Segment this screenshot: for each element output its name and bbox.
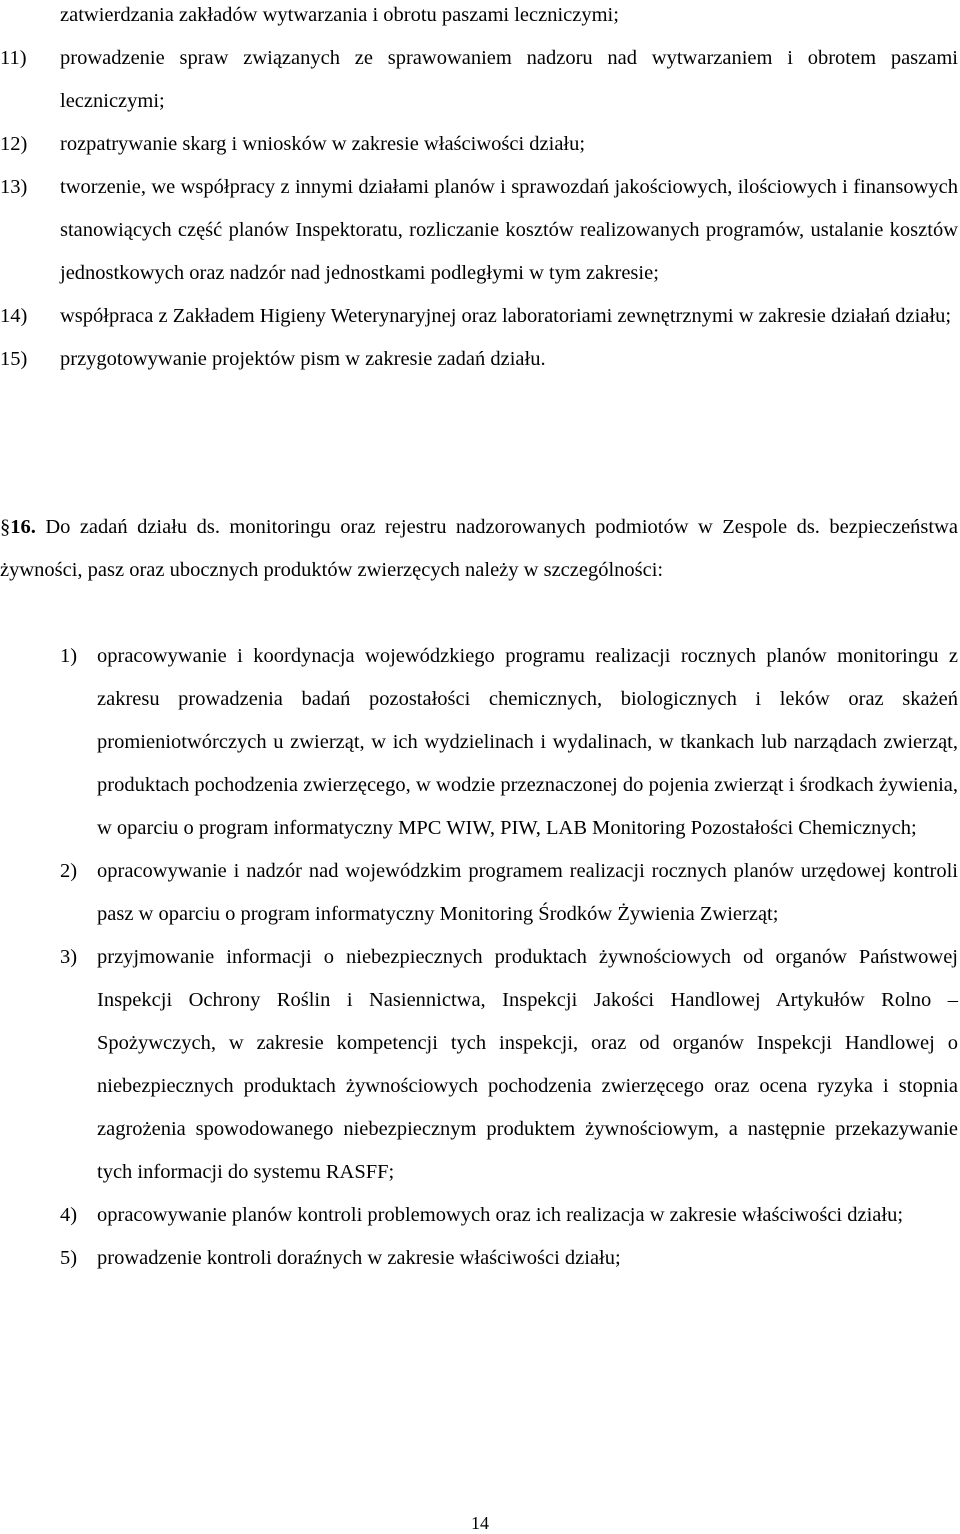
item-text: opracowywanie i nadzór nad wojewódzkim programem realizacji rocznych planów urzędowej kontroli pasz w oparciu o program informatyczny Monitoring Środków Żywienia Zwierząt; — [97, 860, 958, 925]
upper-list — [0, 0, 958, 381]
item-number: 4) — [60, 1204, 78, 1226]
list-item — [0, 850, 958, 936]
item-number: 3) — [60, 946, 78, 968]
list-item — [0, 295, 958, 338]
item-text: współpraca z Zakładem Higieny Weterynaryjnej oraz laboratoriami zewnętrznymi w zakresie działań działu; — [60, 305, 952, 327]
item-text: opracowywanie i koordynacja wojewódzkiego programu realizacji rocznych planów monitoringu z zakresu prowadzenia badań pozostałości chemicznych, biologicznych i leków oraz skażeń promieniotwórczych u zwierząt, w ich wydzielinach i wydalinach, w tkankach lub narządach zwierząt, produktach pochodzenia zwierzęcego, w wodzie przeznaczonej do pojenia zwierząt i środkach żywienia, w oparciu o program informatyczny MPC WIW, PIW, LAB Monitoring Pozostałości Chemicznych; — [97, 645, 958, 839]
section-symbol: § — [0, 516, 11, 538]
page-number: 14 — [471, 1513, 489, 1533]
item-number: 15) — [0, 348, 28, 370]
item-number: 12) — [0, 133, 28, 155]
section-text: Do zadań działu ds. monitoringu oraz rejestru nadzorowanych podmiotów w Zespole ds. bezpieczeństwa żywności, pasz oraz ubocznych produktów zwierzęcych należy w szczególności: — [0, 516, 958, 581]
list-item — [0, 37, 958, 123]
item-number: 14) — [0, 305, 28, 327]
section-16 — [0, 506, 958, 592]
item-text: przygotowywanie projektów pism w zakresie zadań działu. — [60, 348, 546, 370]
item-number: 11) — [0, 47, 27, 69]
item-number: 1) — [60, 645, 78, 667]
item-number: 5) — [60, 1247, 78, 1269]
item-text: prowadzenie kontroli doraźnych w zakresie właściwości działu; — [97, 1247, 621, 1269]
list-item — [0, 1237, 958, 1280]
item-text: prowadzenie spraw związanych ze sprawowaniem nadzoru nad wytwarzaniem i obrotem paszami leczniczymi; — [60, 47, 958, 112]
continuation-line: zatwierdzania zakładów wytwarzania i obrotu paszami leczniczymi; — [60, 4, 619, 26]
section-number: 16. — [10, 516, 36, 538]
item-text: rozpatrywanie skarg i wniosków w zakresie właściwości działu; — [60, 133, 586, 155]
lower-list — [0, 635, 958, 1280]
list-item — [0, 123, 958, 166]
item-number: 13) — [0, 176, 28, 198]
list-item — [0, 635, 958, 850]
item-text: przyjmowanie informacji o niebezpiecznych produktach żywnościowych od organów Państwowej Inspekcji Ochrony Roślin i Nasiennictwa, Inspekcji Jakości Handlowej Artykułów Rolno – Spożywczych, w zakresie kompetencji tych inspekcji, oraz od organów Inspekcji Handlowej o niebezpiecznych produktach żywnościowych pochodzenia zwierzęcego oraz ocena ryzyka i stopnia zagrożenia spowodowanego niebezpiecznym produktem żywnościowym, a następnie przekazywanie tych informacji do systemu RASFF; — [97, 946, 958, 1183]
list-item — [0, 338, 958, 381]
list-item — [0, 1194, 958, 1237]
item-number: 2) — [60, 860, 78, 882]
list-item — [0, 936, 958, 1194]
list-item — [0, 166, 958, 295]
item-text: opracowywanie planów kontroli problemowych oraz ich realizacja w zakresie właściwości działu; — [97, 1204, 904, 1226]
item-text: tworzenie, we współpracy z innymi działami planów i sprawozdań jakościowych, ilościowych i finansowych stanowiących część planów Inspektoratu, rozliczanie kosztów realizowanych programów, ustalanie kosztów jednostkowych oraz nadzór nad jednostkami podległymi w tym zakresie; — [60, 176, 958, 284]
